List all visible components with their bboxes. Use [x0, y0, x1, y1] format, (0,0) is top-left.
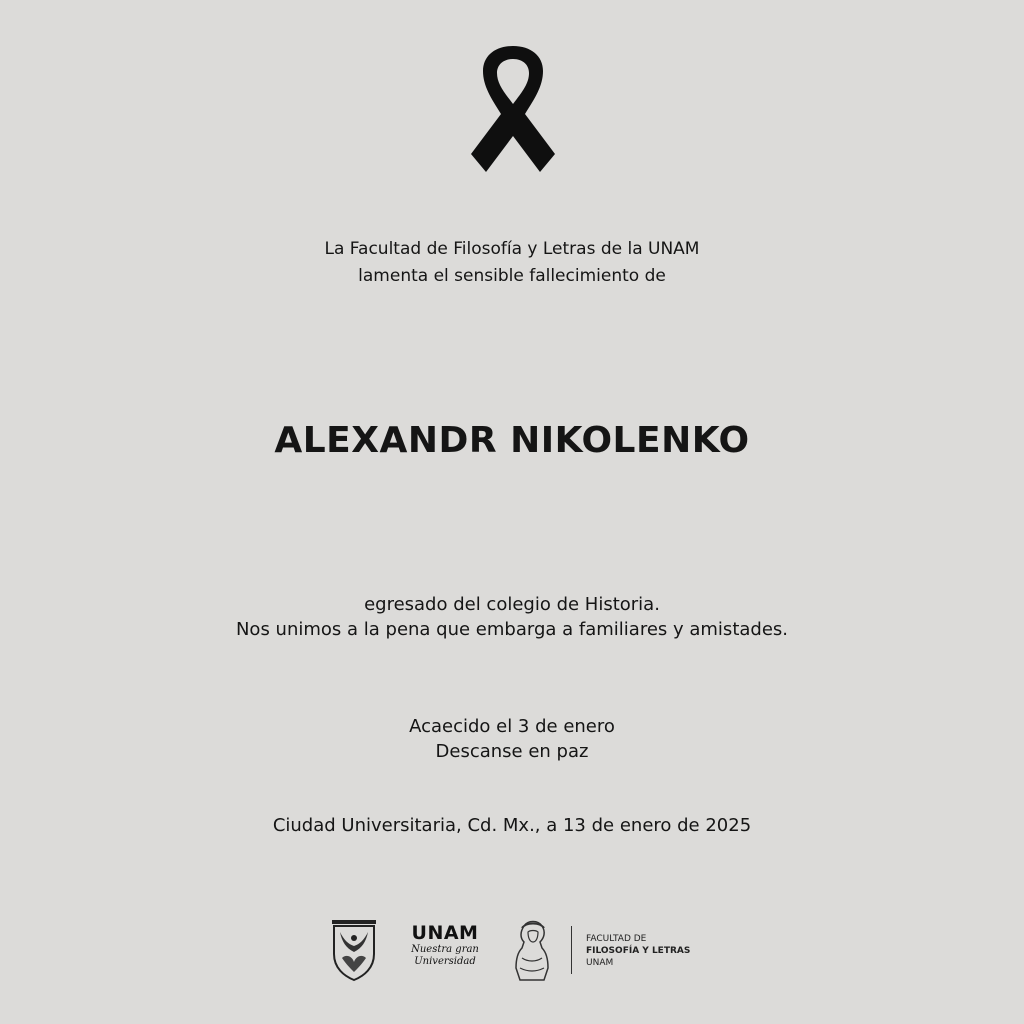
unam-slogan-line-1: Nuestra gran [411, 944, 479, 955]
note-line-2: Nos unimos a la pena que embarga a familiares y amistades. [235, 619, 789, 640]
faculty-line-3: UNAM [586, 958, 614, 968]
faculty-line-1: FACULTAD DE [586, 934, 647, 944]
athena-icon [510, 918, 554, 982]
intro-line-1: La Facultad de Filosofía y Letras de la UNAM [324, 239, 700, 259]
faculty-logo-text [586, 933, 706, 969]
unam-slogan-line-2: Universidad [414, 956, 476, 967]
intro-text [0, 236, 1024, 290]
mourning-ribbon-icon [468, 40, 558, 172]
death-line-2: Descanse en paz [435, 741, 589, 762]
note-line-1: egresado del colegio de Historia. [364, 594, 660, 615]
logo-divider [571, 926, 572, 974]
unam-logo-word: UNAM [411, 922, 479, 944]
place-and-date: Ciudad Universitaria, Cd. Mx., a 13 de enero de 2025 [272, 815, 752, 836]
deceased-name: ALEXANDR NIKOLENKO [274, 420, 750, 461]
unam-logo [404, 922, 486, 982]
faculty-line-2: FILOSOFÍA Y LETRAS [586, 946, 691, 956]
footer-logos [330, 916, 700, 986]
death-details [0, 714, 1024, 764]
unam-crest-icon [330, 918, 378, 982]
condolence-message [0, 592, 1024, 642]
intro-line-2: lamenta el sensible fallecimiento de [358, 266, 666, 286]
death-line-1: Acaecido el 3 de enero [409, 716, 615, 737]
